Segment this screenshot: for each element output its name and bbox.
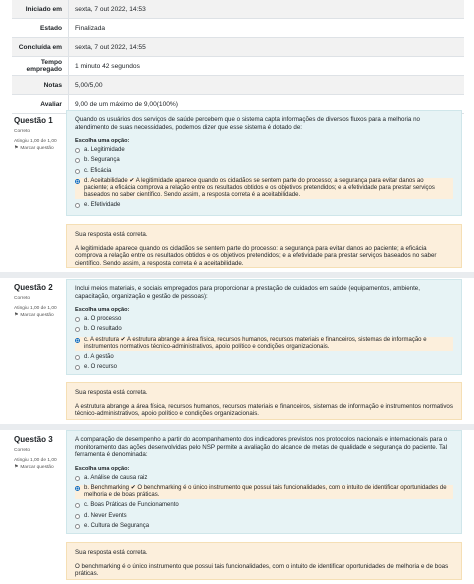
answer-option[interactable] — [75, 364, 453, 371]
question-number: Questão 3 — [14, 435, 53, 444]
question-text: A comparação de desempenho a partir do acompanhamento dos indicadores previstos nos protocolos nacionais e internacionais para o monitoramento das ações desenvolvidas pelo NSP permite a avaliação do alcance de metas de qualidade e segurança do paciente. Tal ferramenta é denominada: — [75, 436, 448, 459]
question-info — [14, 116, 64, 151]
question-score: Atingiu 1,00 de 1,00 — [14, 139, 57, 144]
summary-value: 5,00/5,00 — [68, 76, 103, 94]
feedback-box — [66, 382, 462, 420]
attempt-summary-table — [12, 0, 464, 114]
flag-icon: ⚑ — [14, 465, 19, 470]
option-label: d. Aceitabilidade ✔ A legitimidade aparece quando os cidadãos se sentem parte do processo; a segurança para evitar danos ao paciente; a eficácia comprova a relação entre os resultados obtidos e os objetivos pretendidos; e a efetividade para prestar serviços baseados no saber científico. Sendo assim, a resposta correta é a aceitabilidade. — [84, 177, 435, 199]
summary-value: Finalizada — [68, 19, 105, 37]
option-label: c. A estrutura ✔ A estrutura abrange a área física, recursos humanos, recursos materiais e financeiros, sistemas de informação e instrumentos normativos técnico-administrativos, apoio político e condições organizacionais. — [84, 336, 427, 350]
answer-option[interactable] — [75, 354, 453, 361]
answer-option[interactable] — [75, 523, 453, 530]
summary-label: Iniciado em — [25, 5, 62, 13]
feedback-title: Sua resposta está correta. — [75, 549, 148, 556]
radio-button[interactable] — [75, 169, 80, 174]
answer-option[interactable] — [75, 475, 453, 482]
option-label: a. Análise de causa raiz — [84, 474, 148, 481]
answer-option[interactable] — [75, 157, 453, 164]
option-label: b. O resultado — [84, 326, 122, 333]
choose-label: Escolha uma opção: — [75, 465, 130, 472]
option-label: a. O processo — [84, 316, 122, 323]
flag-icon: ⚑ — [14, 313, 19, 318]
radio-button[interactable] — [75, 503, 80, 508]
question-formulation — [66, 430, 462, 534]
summary-value: sexta, 7 out 2022, 14:55 — [68, 38, 146, 56]
answer-option[interactable] — [75, 168, 453, 175]
feedback-box — [66, 224, 462, 268]
answer-option[interactable] — [75, 316, 453, 323]
option-label: c. Boas Práticas de Funcionamento — [84, 502, 179, 509]
flag-question-label: Marcar questão — [20, 313, 54, 318]
option-label: d. Never Events — [84, 512, 127, 519]
flag-question-button[interactable] — [14, 313, 64, 318]
answer-option-selected[interactable] — [75, 178, 453, 200]
option-label: d. A gestão — [84, 354, 114, 360]
question-text: Quando os usuários dos serviços de saúde percebem que o sistema capta informações de diversos fluxos para a melhoria no atendimento de suas necessidades, podemos dizer que esse sistema é dotado de: — [75, 116, 420, 131]
summary-value: 1 minuto 42 segundos — [68, 57, 140, 75]
flag-question-label: Marcar questão — [20, 465, 54, 470]
question-formulation — [66, 110, 462, 216]
summary-row-marks — [12, 76, 464, 95]
radio-button-checked[interactable] — [75, 338, 80, 343]
feedback-text: A estrutura abrange a área física, recursos humanos, recursos materiais e financeiros, sistemas de informação e instrumentos normativos técnico-administrativos, apoio político e condições organizacionais. — [75, 402, 453, 418]
option-label: b. Benchmarking ✔ O benchmarking é o único instrumento que possui tais funcionalidades, com o intuito de identificar oportunidades de melhoria e de boas práticas. — [84, 484, 447, 499]
option-label: e. O recurso — [84, 364, 118, 371]
summary-row-time — [12, 57, 464, 76]
answer-option[interactable] — [75, 326, 453, 333]
choose-label: Escolha uma opção: — [75, 138, 130, 145]
radio-button-checked[interactable] — [75, 486, 80, 491]
radio-button[interactable] — [75, 203, 80, 208]
radio-button[interactable] — [75, 327, 80, 332]
answer-option-selected[interactable] — [75, 485, 453, 499]
question-info — [14, 283, 64, 318]
question-info — [14, 435, 64, 470]
question-formulation — [66, 279, 462, 375]
answer-option[interactable] — [75, 502, 453, 509]
question-separator — [0, 272, 474, 278]
radio-button-checked[interactable] — [75, 179, 80, 184]
option-label: e. Cultura de Segurança — [84, 522, 150, 529]
flag-question-button[interactable] — [14, 146, 64, 151]
summary-label: Estado — [40, 24, 62, 32]
summary-label: Notas — [43, 81, 62, 89]
summary-label: Avaliar — [40, 100, 62, 108]
summary-label: Tempo empregado — [26, 59, 62, 73]
option-label: b. Segurança — [84, 157, 120, 164]
feedback-box — [66, 542, 462, 580]
answer-option[interactable] — [75, 202, 453, 209]
question-score: Atingiu 1,00 de 1,00 — [14, 306, 57, 311]
radio-button[interactable] — [75, 524, 80, 529]
summary-value: sexta, 7 out 2022, 14:53 — [68, 0, 146, 18]
flag-icon: ⚑ — [14, 146, 19, 151]
option-label: e. Efetividade — [84, 202, 121, 209]
feedback-text: A legitimidade aparece quando os cidadãos se sentem parte do processo: a segurança para evitar danos ao paciente; a eficácia comprova a relação entre os resultados obtidos e os objetivos pretendidos; e a efetividade para prestar serviços baseados no saber científico. Sendo assim, a resposta correta é a aceitabilidade. — [75, 244, 437, 267]
summary-value: 9,00 de um máximo de 9,00(100%) — [68, 95, 178, 113]
radio-button[interactable] — [75, 476, 80, 481]
feedback-title: Sua resposta está correta. — [75, 389, 148, 396]
radio-button[interactable] — [75, 148, 80, 153]
question-status: Correto — [14, 448, 30, 453]
summary-row-state — [12, 19, 464, 38]
summary-row-completed — [12, 38, 464, 57]
question-text: Inclui meios materiais, e sociais empregados para proporcionar a prestação de cuidados em saúde (equipamentos, ambiente, capacitação, organização e gestão de pessoas): — [75, 285, 420, 300]
radio-button[interactable] — [75, 365, 80, 370]
choose-label: Escolha uma opção: — [75, 307, 130, 314]
summary-row-started — [12, 0, 464, 19]
radio-button[interactable] — [75, 317, 80, 322]
option-label: c. Eficácia — [84, 167, 112, 174]
flag-question-button[interactable] — [14, 465, 64, 470]
option-label: a. Legitimidade — [84, 147, 125, 154]
question-number: Questão 1 — [14, 116, 53, 125]
answer-option[interactable] — [75, 513, 453, 520]
question-score: Atingiu 1,00 de 1,00 — [14, 458, 57, 463]
feedback-text: O benchmarking é o único instrumento que possui tais funcionalidades, com o intuito de identificar oportunidades de melhoria e de boas práticas. — [75, 562, 449, 578]
flag-question-label: Marcar questão — [20, 146, 54, 151]
question-status: Correto — [14, 129, 30, 134]
radio-button[interactable] — [75, 514, 80, 519]
answer-option[interactable] — [75, 147, 453, 154]
question-status: Correto — [14, 296, 30, 301]
answer-option-selected[interactable] — [75, 337, 453, 351]
radio-button[interactable] — [75, 355, 80, 360]
question-number: Questão 2 — [14, 283, 53, 292]
feedback-title: Sua resposta está correta. — [75, 231, 148, 238]
summary-label: Concluída em — [18, 43, 62, 51]
radio-button[interactable] — [75, 158, 80, 163]
